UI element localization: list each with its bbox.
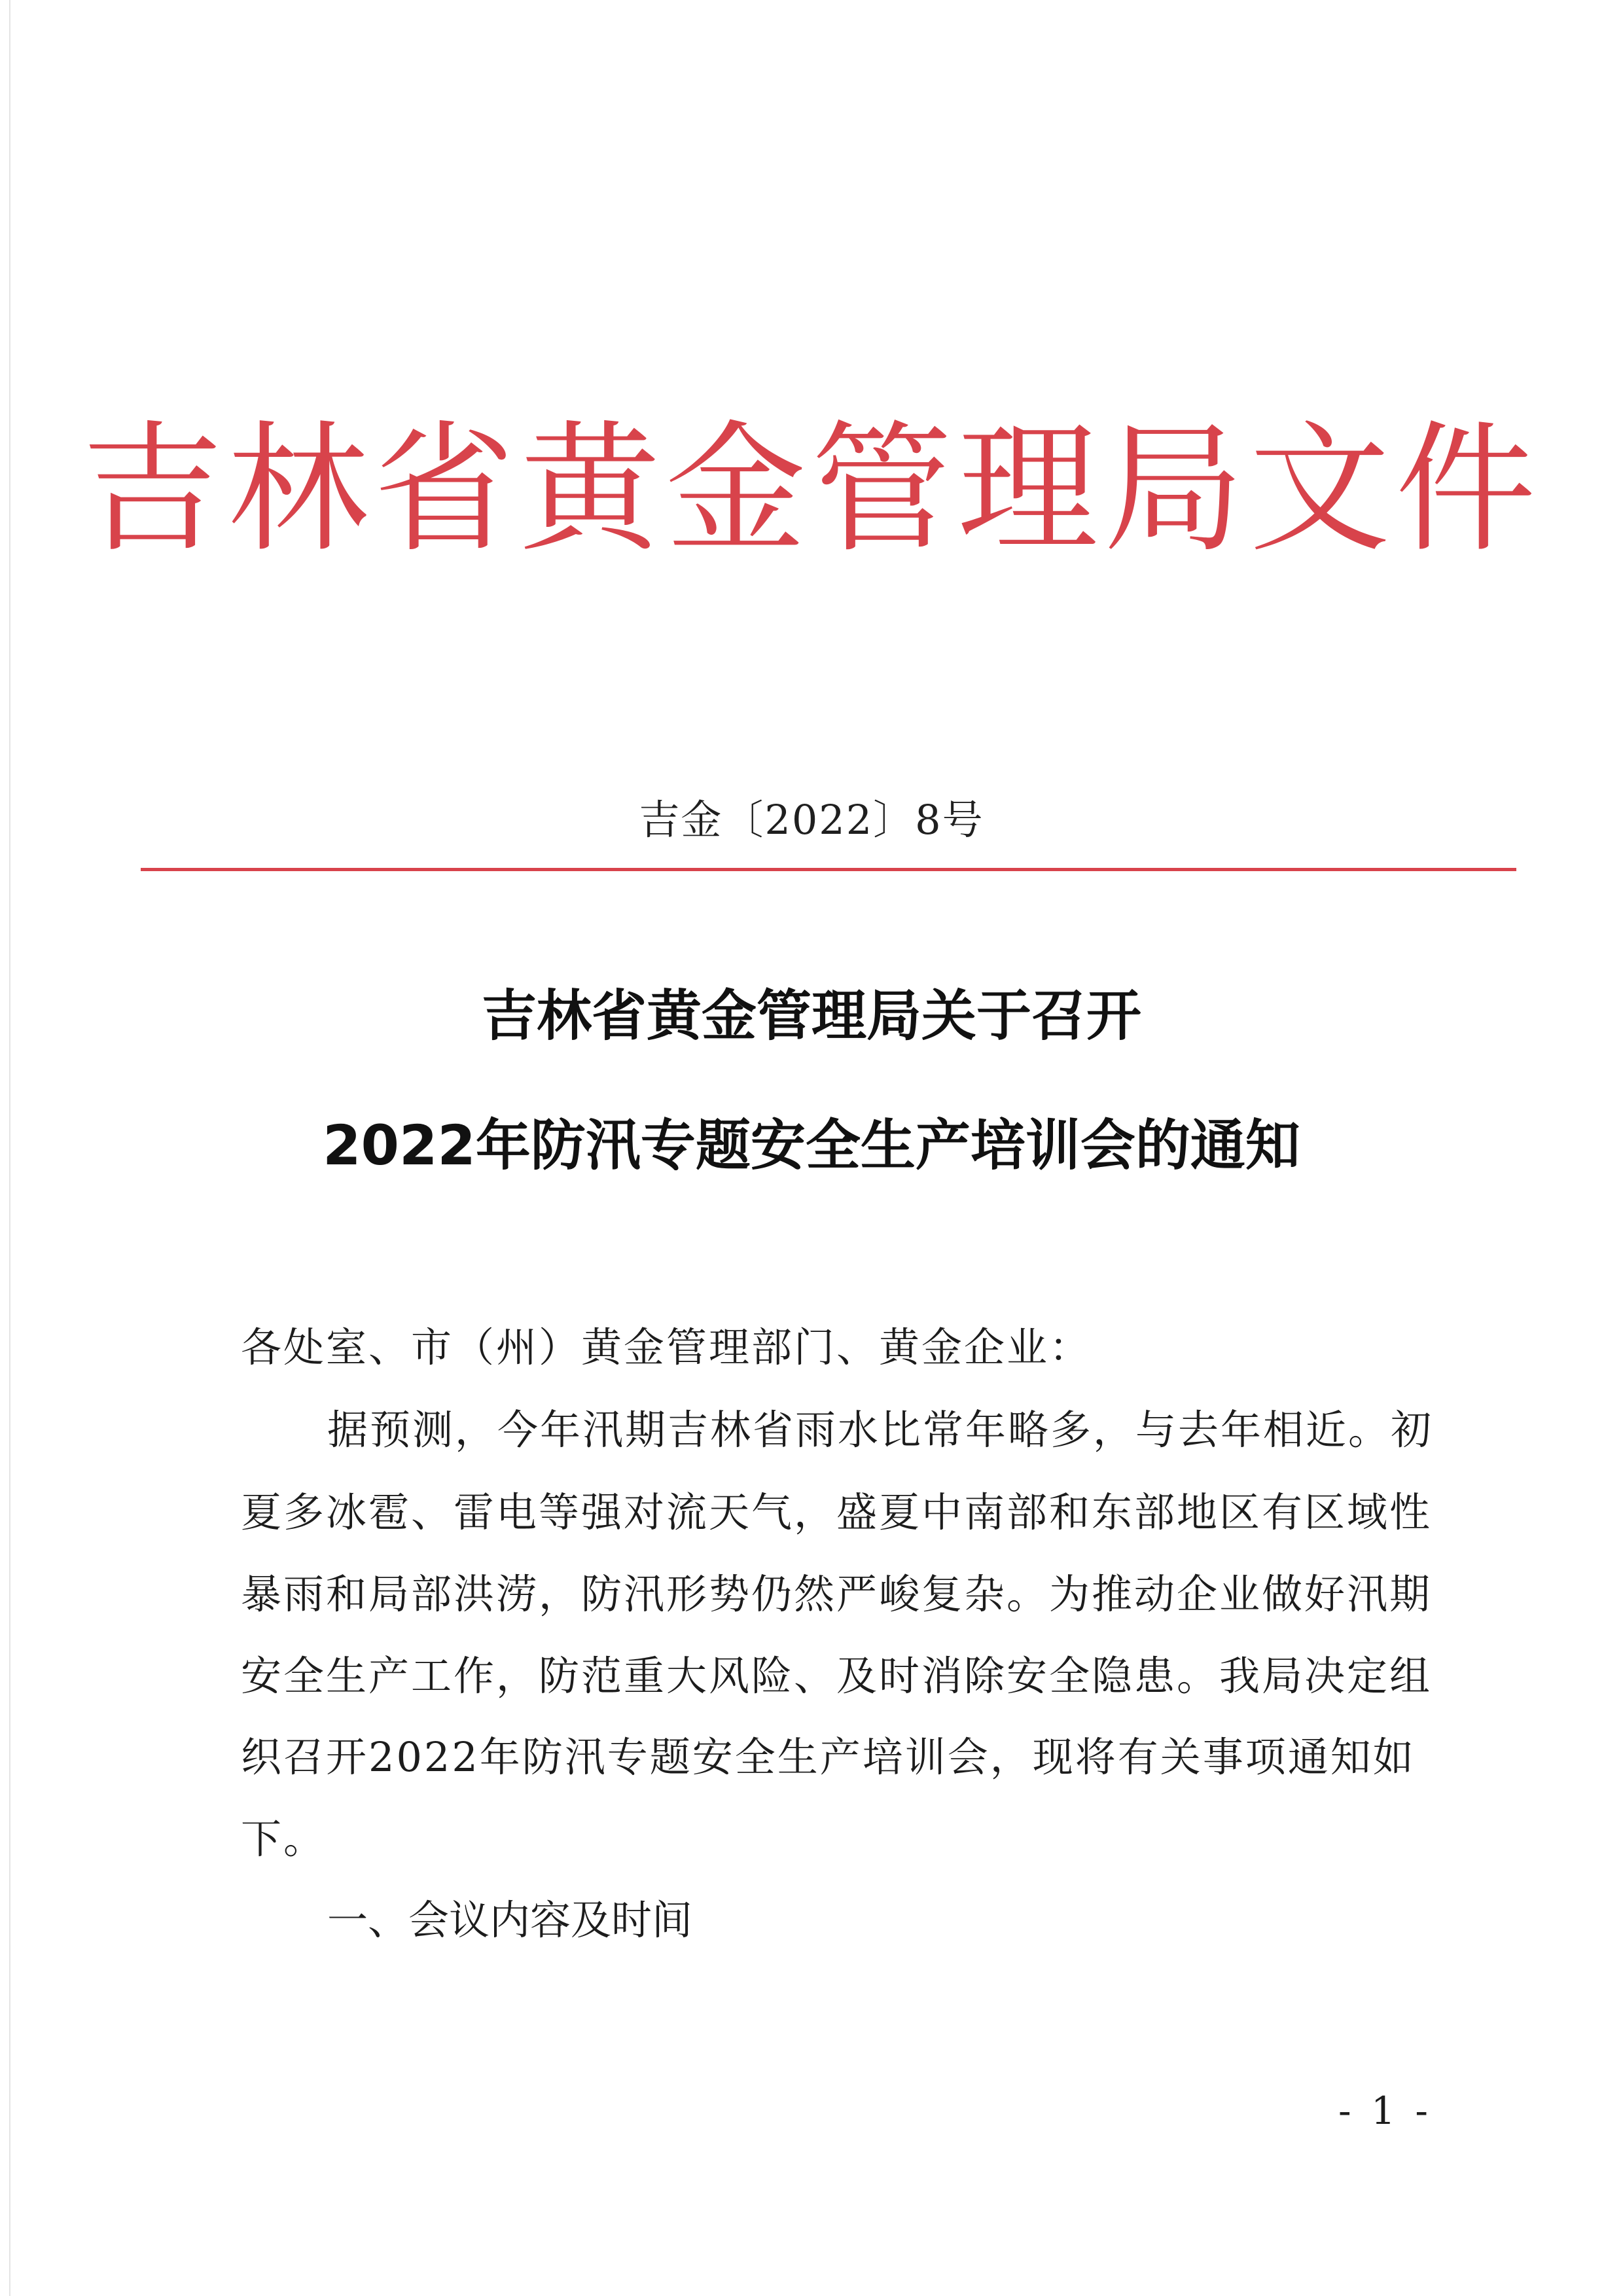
document-title-line-2: 2022年防汛专题安全生产培训会的通知	[323, 1113, 1300, 1177]
red-divider-line	[141, 868, 1516, 871]
page-number: - 1 -	[1338, 2089, 1432, 2133]
agency-file-title: 吉林省黄金管理局文件	[82, 407, 1541, 571]
paragraph-line-6: 下。	[241, 1815, 327, 1863]
document-title-line-1: 吉林省黄金管理局关于召开	[481, 984, 1141, 1048]
paragraph-line-3: 暴雨和局部洪涝，防汛形势仍然严峻复杂。为推动企业做好汛期	[241, 1570, 1433, 1618]
paragraph-line-5: 织召开2022年防汛专题安全生产培训会，现将有关事项通知如	[241, 1733, 1416, 1781]
paragraph-line-2: 夏多冰雹、雷电等强对流天气，盛夏中南部和东部地区有区域性	[241, 1488, 1433, 1536]
section-heading-1: 一、会议内容及时间	[327, 1896, 693, 1944]
paragraph-line-4: 安全生产工作，防范重大风险、及时消除安全隐患。我局决定组	[241, 1652, 1433, 1700]
document-number: 吉金〔2022〕8号	[639, 796, 984, 844]
paragraph-line-1: 据预测，今年汛期吉林省雨水比常年略多，与去年相近。初	[327, 1406, 1434, 1454]
salutation: 各处室、市（州）黄金管理部门、黄金企业：	[241, 1323, 1092, 1371]
